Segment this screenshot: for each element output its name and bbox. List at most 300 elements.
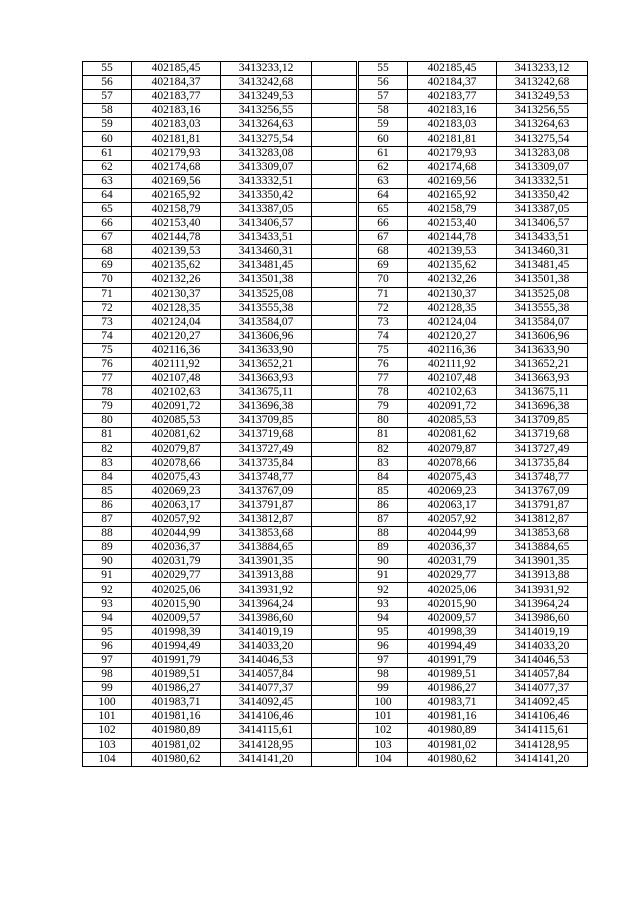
y-coordinate-cell: 3413233,12 [221, 62, 312, 76]
y-coordinate-cell: 3414106,46 [497, 710, 588, 724]
empty-cell [312, 188, 357, 202]
y-coordinate-cell: 3413767,09 [497, 484, 588, 498]
empty-cell [312, 682, 357, 696]
y-coordinate-cell: 3413663,93 [497, 372, 588, 386]
point-number-cell: 92 [359, 583, 408, 597]
x-coordinate-cell: 402015,90 [132, 597, 221, 611]
x-coordinate-cell: 402139,53 [132, 245, 221, 259]
point-number-cell: 102 [359, 724, 408, 738]
point-number-cell: 79 [359, 400, 408, 414]
x-coordinate-cell: 402128,35 [408, 301, 497, 315]
x-coordinate-cell: 402091,72 [408, 400, 497, 414]
x-coordinate-cell: 402139,53 [408, 245, 497, 259]
y-coordinate-cell: 3413501,38 [221, 273, 312, 287]
point-number-cell: 71 [359, 287, 408, 301]
point-number-cell: 84 [359, 470, 408, 484]
table-row [83, 428, 357, 442]
table-row [83, 456, 357, 470]
x-coordinate-cell: 402132,26 [132, 273, 221, 287]
y-coordinate-cell: 3413652,21 [221, 357, 312, 371]
empty-cell [312, 273, 357, 287]
empty-cell [312, 527, 357, 541]
coordinates-table-left [82, 61, 357, 767]
table-row [83, 682, 357, 696]
point-number-cell: 64 [83, 188, 132, 202]
point-number-cell: 66 [359, 217, 408, 231]
x-coordinate-cell: 402158,79 [132, 202, 221, 216]
table-row [359, 653, 588, 667]
y-coordinate-cell: 3413501,38 [497, 273, 588, 287]
table-row [359, 611, 588, 625]
table-row [83, 400, 357, 414]
table-row [359, 527, 588, 541]
point-number-cell: 89 [359, 541, 408, 555]
empty-cell [312, 597, 357, 611]
x-coordinate-cell: 402079,87 [408, 442, 497, 456]
x-coordinate-cell: 402181,81 [132, 132, 221, 146]
y-coordinate-cell: 3414033,20 [221, 639, 312, 653]
x-coordinate-cell: 402185,45 [132, 62, 221, 76]
y-coordinate-cell: 3413525,08 [497, 287, 588, 301]
point-number-cell: 98 [83, 668, 132, 682]
table-row [359, 62, 588, 76]
x-coordinate-cell: 402184,37 [408, 76, 497, 90]
y-coordinate-cell: 3413884,65 [497, 541, 588, 555]
x-coordinate-cell: 402078,66 [132, 456, 221, 470]
table-row [83, 273, 357, 287]
table-row [359, 76, 588, 90]
point-number-cell: 73 [359, 315, 408, 329]
point-number-cell: 100 [83, 696, 132, 710]
x-coordinate-cell: 402179,93 [408, 146, 497, 160]
table-row [83, 724, 357, 738]
point-number-cell: 101 [83, 710, 132, 724]
x-coordinate-cell: 402009,57 [132, 611, 221, 625]
point-number-cell: 55 [83, 62, 132, 76]
y-coordinate-cell: 3413433,51 [497, 231, 588, 245]
empty-cell [312, 611, 357, 625]
table-row [359, 273, 588, 287]
x-coordinate-cell: 402031,79 [408, 555, 497, 569]
x-coordinate-cell: 401980,89 [132, 724, 221, 738]
point-number-cell: 95 [359, 625, 408, 639]
point-number-cell: 57 [359, 90, 408, 104]
point-number-cell: 85 [83, 484, 132, 498]
table-row [359, 752, 588, 766]
empty-cell [312, 104, 357, 118]
table-row [83, 188, 357, 202]
x-coordinate-cell: 401983,71 [132, 696, 221, 710]
point-number-cell: 56 [83, 76, 132, 90]
x-coordinate-cell: 401991,79 [132, 653, 221, 667]
table-row [359, 372, 588, 386]
x-coordinate-cell: 402181,81 [408, 132, 497, 146]
y-coordinate-cell: 3413433,51 [221, 231, 312, 245]
point-number-cell: 98 [359, 668, 408, 682]
point-number-cell: 67 [83, 231, 132, 245]
y-coordinate-cell: 3413264,63 [221, 118, 312, 132]
empty-cell [312, 639, 357, 653]
point-number-cell: 104 [359, 752, 408, 766]
point-number-cell: 77 [83, 372, 132, 386]
x-coordinate-cell: 402036,37 [408, 541, 497, 555]
y-coordinate-cell: 3413633,90 [221, 343, 312, 357]
table-row [83, 414, 357, 428]
table-row [359, 541, 588, 555]
x-coordinate-cell: 402025,06 [408, 583, 497, 597]
y-coordinate-cell: 3413675,11 [221, 386, 312, 400]
point-number-cell: 62 [359, 160, 408, 174]
table-row [83, 498, 357, 512]
y-coordinate-cell: 3413406,57 [497, 217, 588, 231]
point-number-cell: 91 [83, 569, 132, 583]
x-coordinate-cell: 402144,78 [132, 231, 221, 245]
point-number-cell: 80 [359, 414, 408, 428]
y-coordinate-cell: 3414033,20 [497, 639, 588, 653]
x-coordinate-cell: 402165,92 [408, 188, 497, 202]
table-row [83, 90, 357, 104]
point-number-cell: 68 [359, 245, 408, 259]
y-coordinate-cell: 3413727,49 [497, 442, 588, 456]
table-row [359, 245, 588, 259]
empty-cell [312, 710, 357, 724]
table-row [83, 104, 357, 118]
y-coordinate-cell: 3413256,55 [221, 104, 312, 118]
empty-cell [312, 569, 357, 583]
empty-cell [312, 357, 357, 371]
x-coordinate-cell: 402120,27 [408, 329, 497, 343]
y-coordinate-cell: 3413332,51 [497, 174, 588, 188]
point-number-cell: 71 [83, 287, 132, 301]
y-coordinate-cell: 3414019,19 [497, 625, 588, 639]
table-row [83, 132, 357, 146]
y-coordinate-cell: 3413791,87 [497, 498, 588, 512]
empty-cell [312, 696, 357, 710]
empty-cell [312, 287, 357, 301]
point-number-cell: 60 [83, 132, 132, 146]
x-coordinate-cell: 402081,62 [132, 428, 221, 442]
y-coordinate-cell: 3413309,07 [497, 160, 588, 174]
x-coordinate-cell: 402111,92 [132, 357, 221, 371]
table-row [83, 527, 357, 541]
table-row [359, 160, 588, 174]
point-number-cell: 79 [83, 400, 132, 414]
table-row [83, 513, 357, 527]
y-coordinate-cell: 3413964,24 [221, 597, 312, 611]
y-coordinate-cell: 3414141,20 [221, 752, 312, 766]
table-row [359, 329, 588, 343]
x-coordinate-cell: 402085,53 [132, 414, 221, 428]
empty-cell [312, 372, 357, 386]
table-row [83, 259, 357, 273]
y-coordinate-cell: 3413460,31 [221, 245, 312, 259]
point-number-cell: 83 [359, 456, 408, 470]
table-row [83, 555, 357, 569]
empty-cell [312, 202, 357, 216]
y-coordinate-cell: 3413242,68 [497, 76, 588, 90]
table-row [83, 343, 357, 357]
point-number-cell: 82 [83, 442, 132, 456]
x-coordinate-cell: 401983,71 [408, 696, 497, 710]
y-coordinate-cell: 3413913,88 [221, 569, 312, 583]
point-number-cell: 70 [359, 273, 408, 287]
point-number-cell: 89 [83, 541, 132, 555]
y-coordinate-cell: 3413931,92 [221, 583, 312, 597]
y-coordinate-cell: 3413584,07 [497, 315, 588, 329]
table-row [83, 639, 357, 653]
table-row [83, 710, 357, 724]
point-number-cell: 77 [359, 372, 408, 386]
x-coordinate-cell: 402169,56 [132, 174, 221, 188]
empty-cell [312, 259, 357, 273]
x-coordinate-cell: 402132,26 [408, 273, 497, 287]
x-coordinate-cell: 402124,04 [408, 315, 497, 329]
y-coordinate-cell: 3413901,35 [221, 555, 312, 569]
point-number-cell: 60 [359, 132, 408, 146]
y-coordinate-cell: 3413387,05 [221, 202, 312, 216]
x-coordinate-cell: 402015,90 [408, 597, 497, 611]
x-coordinate-cell: 402009,57 [408, 611, 497, 625]
y-coordinate-cell: 3413986,60 [221, 611, 312, 625]
y-coordinate-cell: 3413264,63 [497, 118, 588, 132]
x-coordinate-cell: 402069,23 [408, 484, 497, 498]
x-coordinate-cell: 402078,66 [408, 456, 497, 470]
table-row [359, 357, 588, 371]
table-row [83, 287, 357, 301]
x-coordinate-cell: 402116,36 [408, 343, 497, 357]
empty-cell [312, 470, 357, 484]
table-row [359, 513, 588, 527]
x-coordinate-cell: 401980,89 [408, 724, 497, 738]
x-coordinate-cell: 401981,16 [132, 710, 221, 724]
x-coordinate-cell: 402069,23 [132, 484, 221, 498]
y-coordinate-cell: 3413555,38 [497, 301, 588, 315]
point-number-cell: 90 [83, 555, 132, 569]
x-coordinate-cell: 402184,37 [132, 76, 221, 90]
table-row [83, 329, 357, 343]
empty-cell [312, 555, 357, 569]
point-number-cell: 61 [359, 146, 408, 160]
x-coordinate-cell: 402057,92 [132, 513, 221, 527]
table-row [359, 259, 588, 273]
y-coordinate-cell: 3413853,68 [221, 527, 312, 541]
y-coordinate-cell: 3413853,68 [497, 527, 588, 541]
point-number-cell: 78 [359, 386, 408, 400]
empty-cell [312, 456, 357, 470]
point-number-cell: 85 [359, 484, 408, 498]
y-coordinate-cell: 3414115,61 [497, 724, 588, 738]
table-row [359, 738, 588, 752]
x-coordinate-cell: 402153,40 [408, 217, 497, 231]
x-coordinate-cell: 402174,68 [132, 160, 221, 174]
table-row [83, 752, 357, 766]
table-row [359, 555, 588, 569]
table-row [359, 639, 588, 653]
x-coordinate-cell: 402183,77 [132, 90, 221, 104]
point-number-cell: 74 [359, 329, 408, 343]
table-row [83, 231, 357, 245]
table-row [359, 569, 588, 583]
y-coordinate-cell: 3414115,61 [221, 724, 312, 738]
y-coordinate-cell: 3413812,87 [497, 513, 588, 527]
empty-cell [312, 231, 357, 245]
point-number-cell: 72 [359, 301, 408, 315]
table-row [359, 456, 588, 470]
table-row [359, 217, 588, 231]
y-coordinate-cell: 3413748,77 [497, 470, 588, 484]
table-row [83, 470, 357, 484]
y-coordinate-cell: 3413931,92 [497, 583, 588, 597]
y-coordinate-cell: 3413709,85 [497, 414, 588, 428]
point-number-cell: 94 [359, 611, 408, 625]
point-number-cell: 72 [83, 301, 132, 315]
point-number-cell: 55 [359, 62, 408, 76]
point-number-cell: 59 [83, 118, 132, 132]
x-coordinate-cell: 402107,48 [408, 372, 497, 386]
empty-cell [312, 160, 357, 174]
x-coordinate-cell: 402111,92 [408, 357, 497, 371]
table-row [83, 357, 357, 371]
table-row [83, 625, 357, 639]
table-row [83, 569, 357, 583]
point-number-cell: 74 [83, 329, 132, 343]
y-coordinate-cell: 3413460,31 [497, 245, 588, 259]
point-number-cell: 90 [359, 555, 408, 569]
table-row [359, 315, 588, 329]
table-row [83, 62, 357, 76]
x-coordinate-cell: 402029,77 [132, 569, 221, 583]
y-coordinate-cell: 3414019,19 [221, 625, 312, 639]
y-coordinate-cell: 3413256,55 [497, 104, 588, 118]
x-coordinate-cell: 402153,40 [132, 217, 221, 231]
point-number-cell: 56 [359, 76, 408, 90]
table-row [83, 202, 357, 216]
table-row [359, 400, 588, 414]
coordinates-table-right-body [359, 62, 588, 767]
table-row [359, 484, 588, 498]
empty-cell [312, 315, 357, 329]
table-row [83, 583, 357, 597]
empty-cell [312, 76, 357, 90]
empty-cell [312, 484, 357, 498]
y-coordinate-cell: 3413350,42 [497, 188, 588, 202]
point-number-cell: 97 [83, 653, 132, 667]
x-coordinate-cell: 402130,37 [408, 287, 497, 301]
x-coordinate-cell: 402079,87 [132, 442, 221, 456]
table-row [83, 174, 357, 188]
point-number-cell: 78 [83, 386, 132, 400]
point-number-cell: 100 [359, 696, 408, 710]
y-coordinate-cell: 3413696,38 [221, 400, 312, 414]
y-coordinate-cell: 3413249,53 [497, 90, 588, 104]
x-coordinate-cell: 402183,03 [132, 118, 221, 132]
y-coordinate-cell: 3413633,90 [497, 343, 588, 357]
point-number-cell: 69 [83, 259, 132, 273]
point-number-cell: 64 [359, 188, 408, 202]
x-coordinate-cell: 401980,62 [132, 752, 221, 766]
table-row [359, 287, 588, 301]
table-row [83, 386, 357, 400]
table-row [83, 738, 357, 752]
y-coordinate-cell: 3414046,53 [497, 653, 588, 667]
x-coordinate-cell: 402165,92 [132, 188, 221, 202]
y-coordinate-cell: 3414077,37 [221, 682, 312, 696]
empty-cell [312, 414, 357, 428]
y-coordinate-cell: 3413275,54 [221, 132, 312, 146]
empty-cell [312, 118, 357, 132]
empty-cell [312, 386, 357, 400]
x-coordinate-cell: 402120,27 [132, 329, 221, 343]
table-row [83, 118, 357, 132]
empty-cell [312, 752, 357, 766]
empty-cell [312, 301, 357, 315]
table-row [359, 428, 588, 442]
x-coordinate-cell: 402124,04 [132, 315, 221, 329]
point-number-cell: 104 [83, 752, 132, 766]
empty-cell [312, 245, 357, 259]
y-coordinate-cell: 3413791,87 [221, 498, 312, 512]
y-coordinate-cell: 3413884,65 [221, 541, 312, 555]
x-coordinate-cell: 402174,68 [408, 160, 497, 174]
point-number-cell: 70 [83, 273, 132, 287]
table-row [359, 231, 588, 245]
empty-cell [312, 90, 357, 104]
x-coordinate-cell: 401994,49 [132, 639, 221, 653]
x-coordinate-cell: 401981,16 [408, 710, 497, 724]
table-row [83, 217, 357, 231]
table-row [359, 696, 588, 710]
point-number-cell: 96 [359, 639, 408, 653]
empty-cell [312, 738, 357, 752]
x-coordinate-cell: 401986,27 [408, 682, 497, 696]
table-row [359, 386, 588, 400]
table-row [359, 470, 588, 484]
table-row [359, 90, 588, 104]
table-row [83, 372, 357, 386]
point-number-cell: 62 [83, 160, 132, 174]
point-number-cell: 87 [359, 513, 408, 527]
point-number-cell: 75 [83, 343, 132, 357]
point-number-cell: 101 [359, 710, 408, 724]
table-row [359, 442, 588, 456]
empty-cell [312, 724, 357, 738]
y-coordinate-cell: 3414141,20 [497, 752, 588, 766]
x-coordinate-cell: 402102,63 [132, 386, 221, 400]
x-coordinate-cell: 402081,62 [408, 428, 497, 442]
table-row [359, 414, 588, 428]
point-number-cell: 82 [359, 442, 408, 456]
empty-cell [312, 400, 357, 414]
empty-cell [312, 343, 357, 357]
y-coordinate-cell: 3413748,77 [221, 470, 312, 484]
y-coordinate-cell: 3413709,85 [221, 414, 312, 428]
table-row [359, 625, 588, 639]
x-coordinate-cell: 402044,99 [132, 527, 221, 541]
y-coordinate-cell: 3414077,37 [497, 682, 588, 696]
point-number-cell: 93 [83, 597, 132, 611]
point-number-cell: 84 [83, 470, 132, 484]
point-number-cell: 81 [359, 428, 408, 442]
x-coordinate-cell: 402183,77 [408, 90, 497, 104]
table-row [359, 498, 588, 512]
y-coordinate-cell: 3414046,53 [221, 653, 312, 667]
point-number-cell: 80 [83, 414, 132, 428]
x-coordinate-cell: 402057,92 [408, 513, 497, 527]
point-number-cell: 58 [83, 104, 132, 118]
table-row [83, 76, 357, 90]
y-coordinate-cell: 3413309,07 [221, 160, 312, 174]
empty-cell [312, 428, 357, 442]
